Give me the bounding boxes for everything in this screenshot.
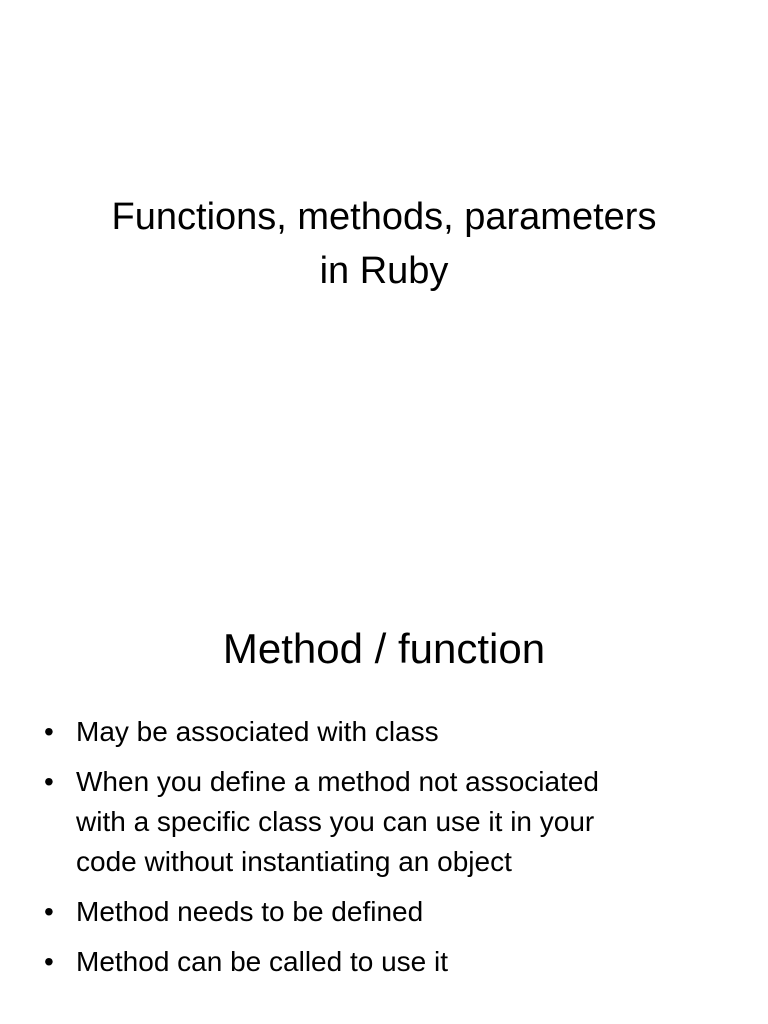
bullet-icon: •	[44, 716, 54, 747]
bullet-text: When you define a method not associated	[76, 766, 600, 797]
bullet-text: code without instantiating an object	[76, 846, 512, 877]
presentation-title	[40, 190, 728, 298]
bullet-icon: •	[44, 896, 54, 927]
bullet-item	[40, 892, 740, 932]
bullet-icon: •	[44, 766, 54, 797]
bullet-item	[40, 762, 740, 882]
bullet-text: with a specific class you can use it in your	[76, 806, 595, 837]
bullet-text: May be associated with class	[76, 716, 439, 747]
content-slide	[0, 512, 768, 1024]
bullet-item	[40, 712, 740, 752]
bullet-item	[40, 942, 740, 982]
title-line: in Ruby	[319, 250, 449, 292]
slide-heading: Method / function	[222, 625, 546, 672]
bullet-text: Method needs to be defined	[76, 896, 424, 927]
bullet-list	[40, 712, 740, 992]
bullet-icon: •	[44, 946, 54, 977]
title-line: Functions, methods, parameters	[111, 196, 657, 238]
bullet-text: Method can be called to use it	[76, 946, 449, 977]
